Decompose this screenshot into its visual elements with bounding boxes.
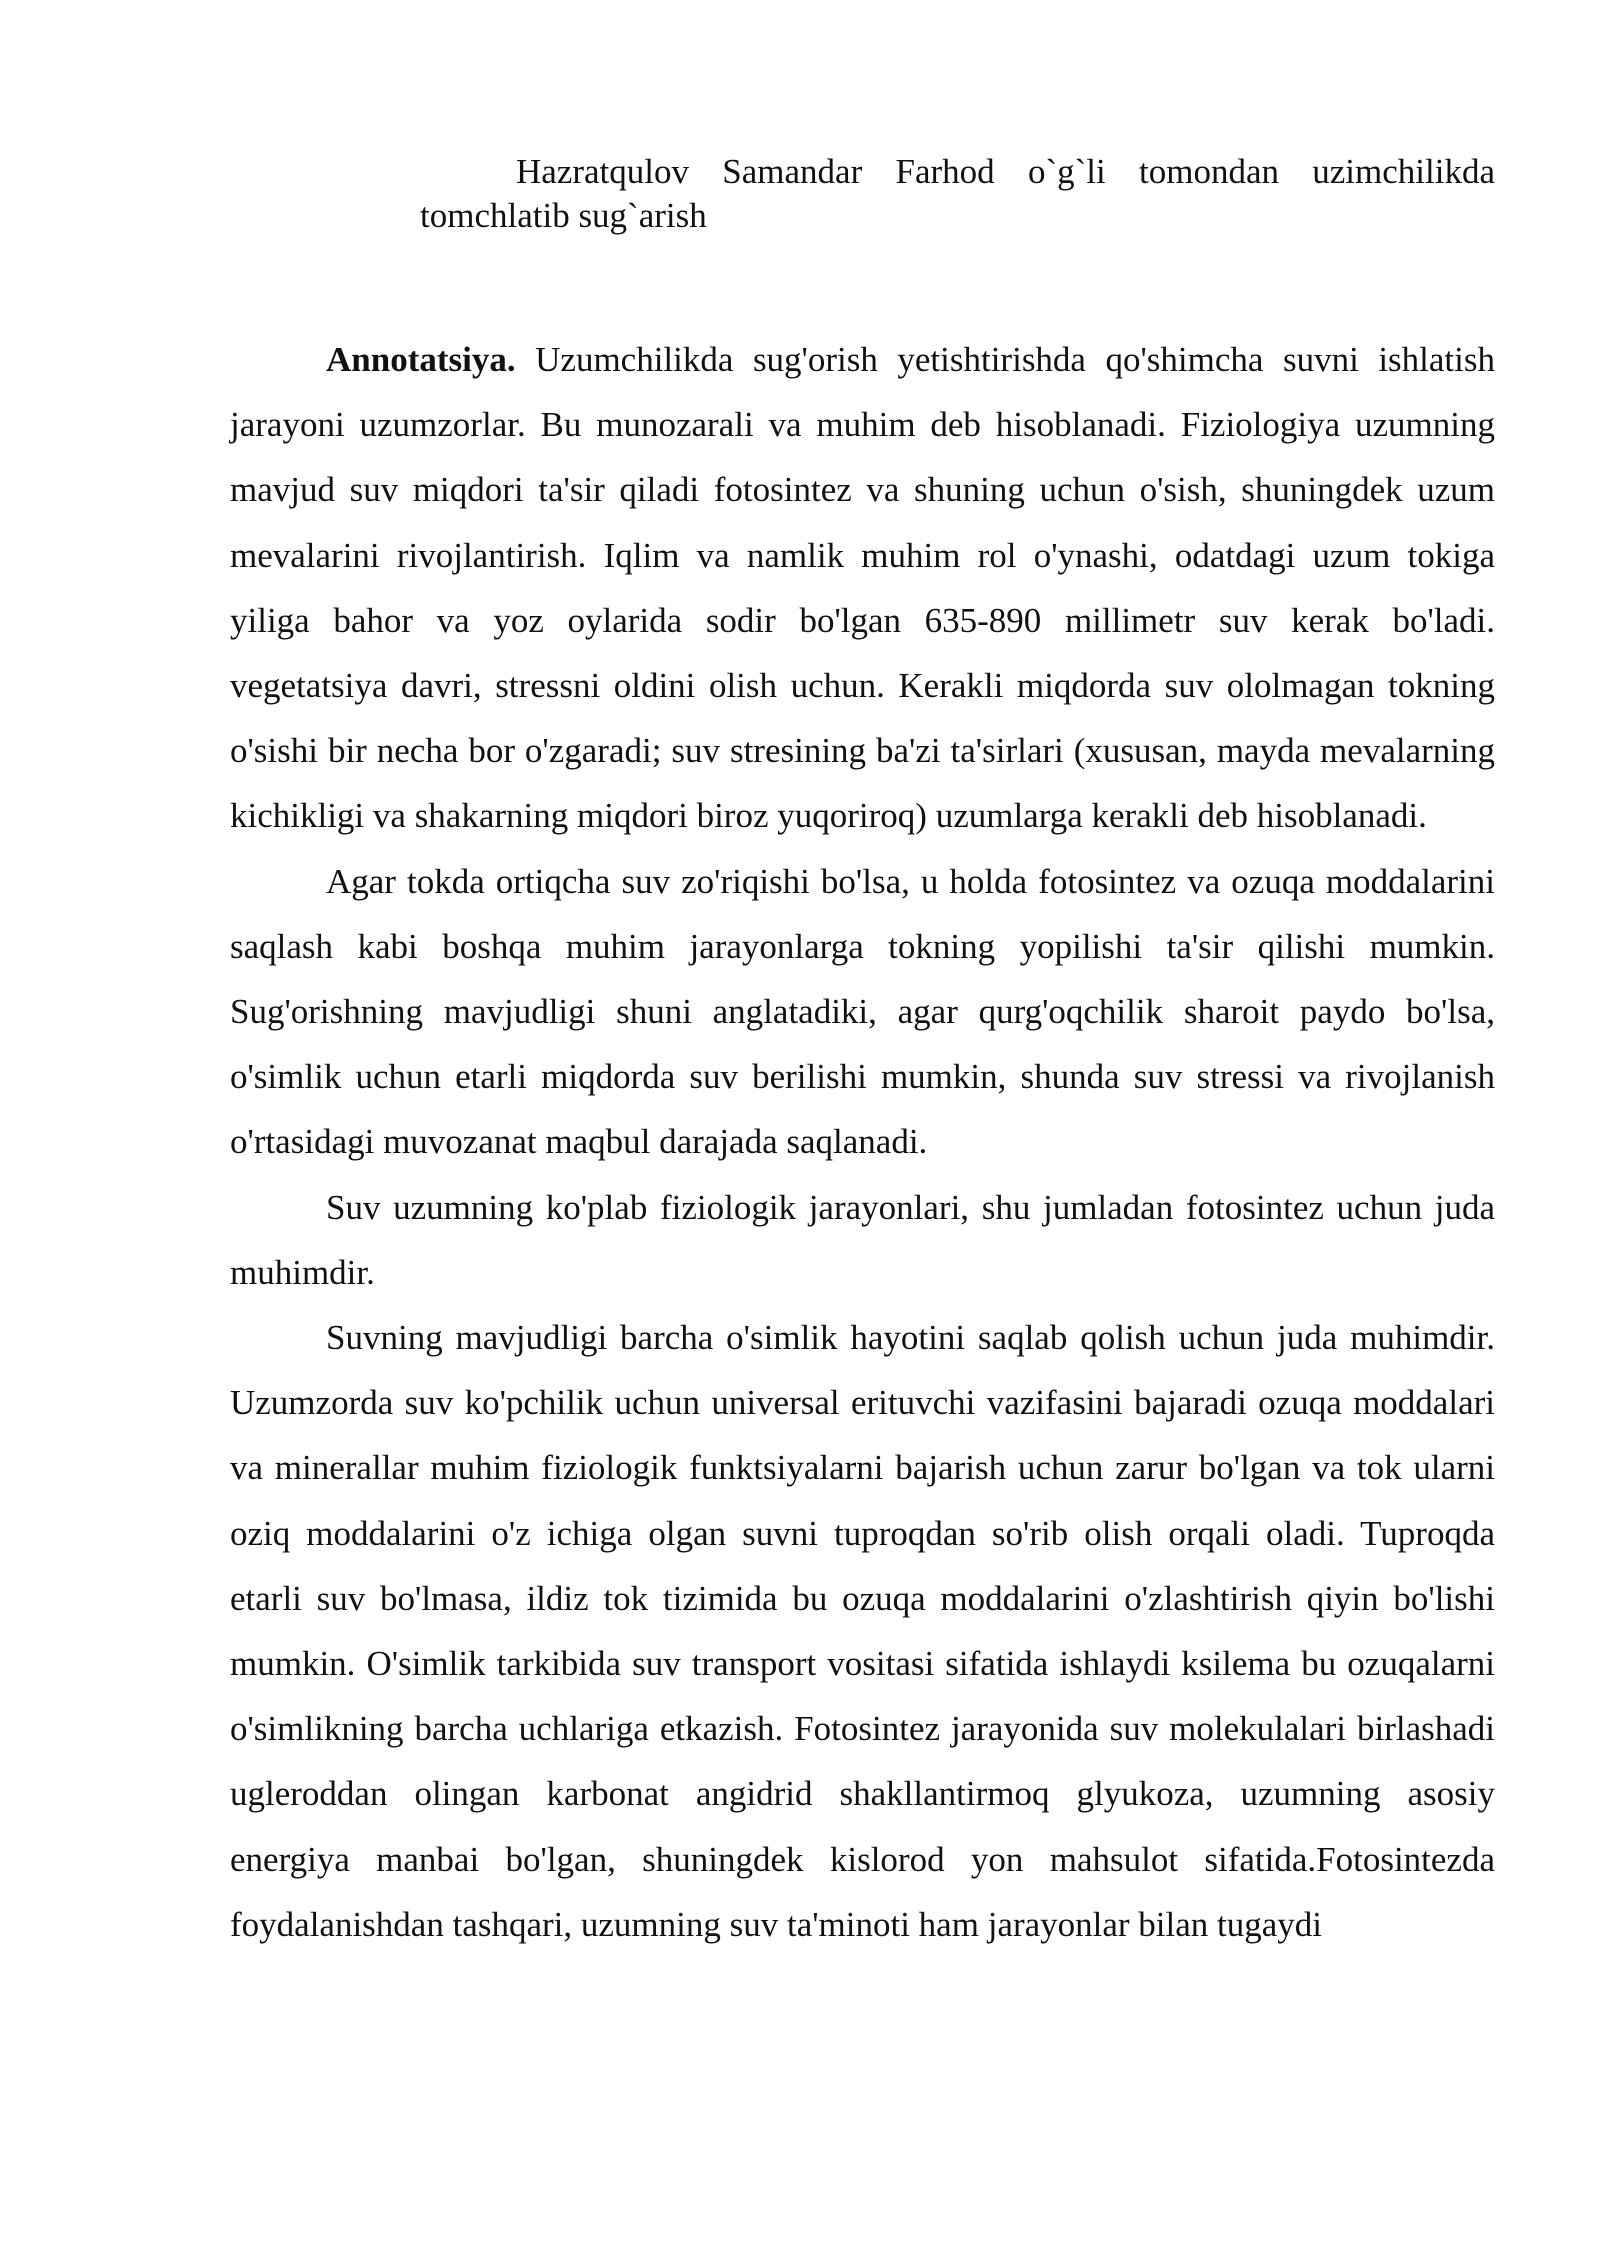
body-paragraph: Suvning mavjudligi barcha o'simlik hayotini saqlab qolish uchun juda muhimdir. Uzumzorda suv ko'pchilik uchun universal erituvchi vazifasini bajaradi ozuqa moddalari va minerallar muhim fiziologik funktsiyalarni bajarish uchun zarur bo'lgan va tok ularni oziq moddalarini o'z ichiga olgan suvni tuproqdan so'rib olish orqali oladi. Tuproqda etarli suv bo'lmasa, ildiz tok tizimida bu ozuqa moddalarini o'zlashtirish qiyin bo'lishi mumkin. O'simlik tarkibida suv transport vositasi sifatida ishlaydi ksilema bu ozuqalarni o'simlikning barcha uchlariga etkazish. Fotosintez jarayonida suv molekulalari birlashadi ugleroddan olingan karbonat angidrid shakllantirmoq glyukoza, uzumning asosiy energiya manbai bo'lgan, shuningdek kislorod yon mahsulot sifatida.Fotosintezda foydalanishdan tashqari, uzumning suv ta'minoti ham jarayonlar bilan tugaydi (230, 1318, 1495, 1944)
title-line-1: Hazratqulov Samandar Farhod o`g`li tomondan uzimchilikda (516, 152, 1495, 191)
body-paragraph: Agar tokda ortiqcha suv zo'riqishi bo'lsa, u holda fotosintez va ozuqa moddalarini saqlash kabi boshqa muhim jarayonlarga tokning yopilishi ta'sir qilishi mumkin. Sug'orishning mavjudligi shuni anglatadiki, agar qurg'oqchilik sharoit paydo bo'lsa, o'simlik uchun etarli miqdorda suv berilishi mumkin, shunda suv stressi va rivojlanish o'rtasidagi muvozanat maqbul darajada saqlanadi. (230, 861, 1495, 1162)
body-paragraph: Suv uzumning ko'plab fiziologik jarayonlari, shu jumladan fotosintez uchun juda muhimdir. (230, 1187, 1495, 1292)
abstract-text: Uzumchilikda sug'orish yetishtirishda qo'shimcha suvni ishlatish jarayoni uzumzorlar. Bu munozarali va muhim deb hisoblanadi. Fiziologiya uzumning mavjud suv miqdori ta'sir qiladi fotosintez va shuning uchun o'sish, shuningdek uzum mevalarini rivojlantirish. Iqlim va namlik muhim rol o'ynashi, odatdagi uzum tokiga yiliga bahor va yoz oylarida sodir bo'lgan 635-890 millimetr suv kerak bo'ladi. vegetatsiya davri, stressni oldini olish uchun. Kerakli miqdorda suv ololmagan tokning o'sishi bir necha bor o'zgaradi; suv stresining ba'zi ta'sirlari (xususan, mayda mevalarning kichikligi va shakarning miqdori biroz yuqoriroq) uzumlarga kerakli deb hisoblanadi. (230, 340, 1495, 836)
title-line-2: tomchlatib sug`arish (420, 196, 707, 235)
abstract-label: Annotatsiya. (326, 340, 516, 379)
document-body (230, 327, 1495, 1957)
abstract-paragraph (230, 327, 1495, 849)
document-title (420, 150, 1495, 238)
